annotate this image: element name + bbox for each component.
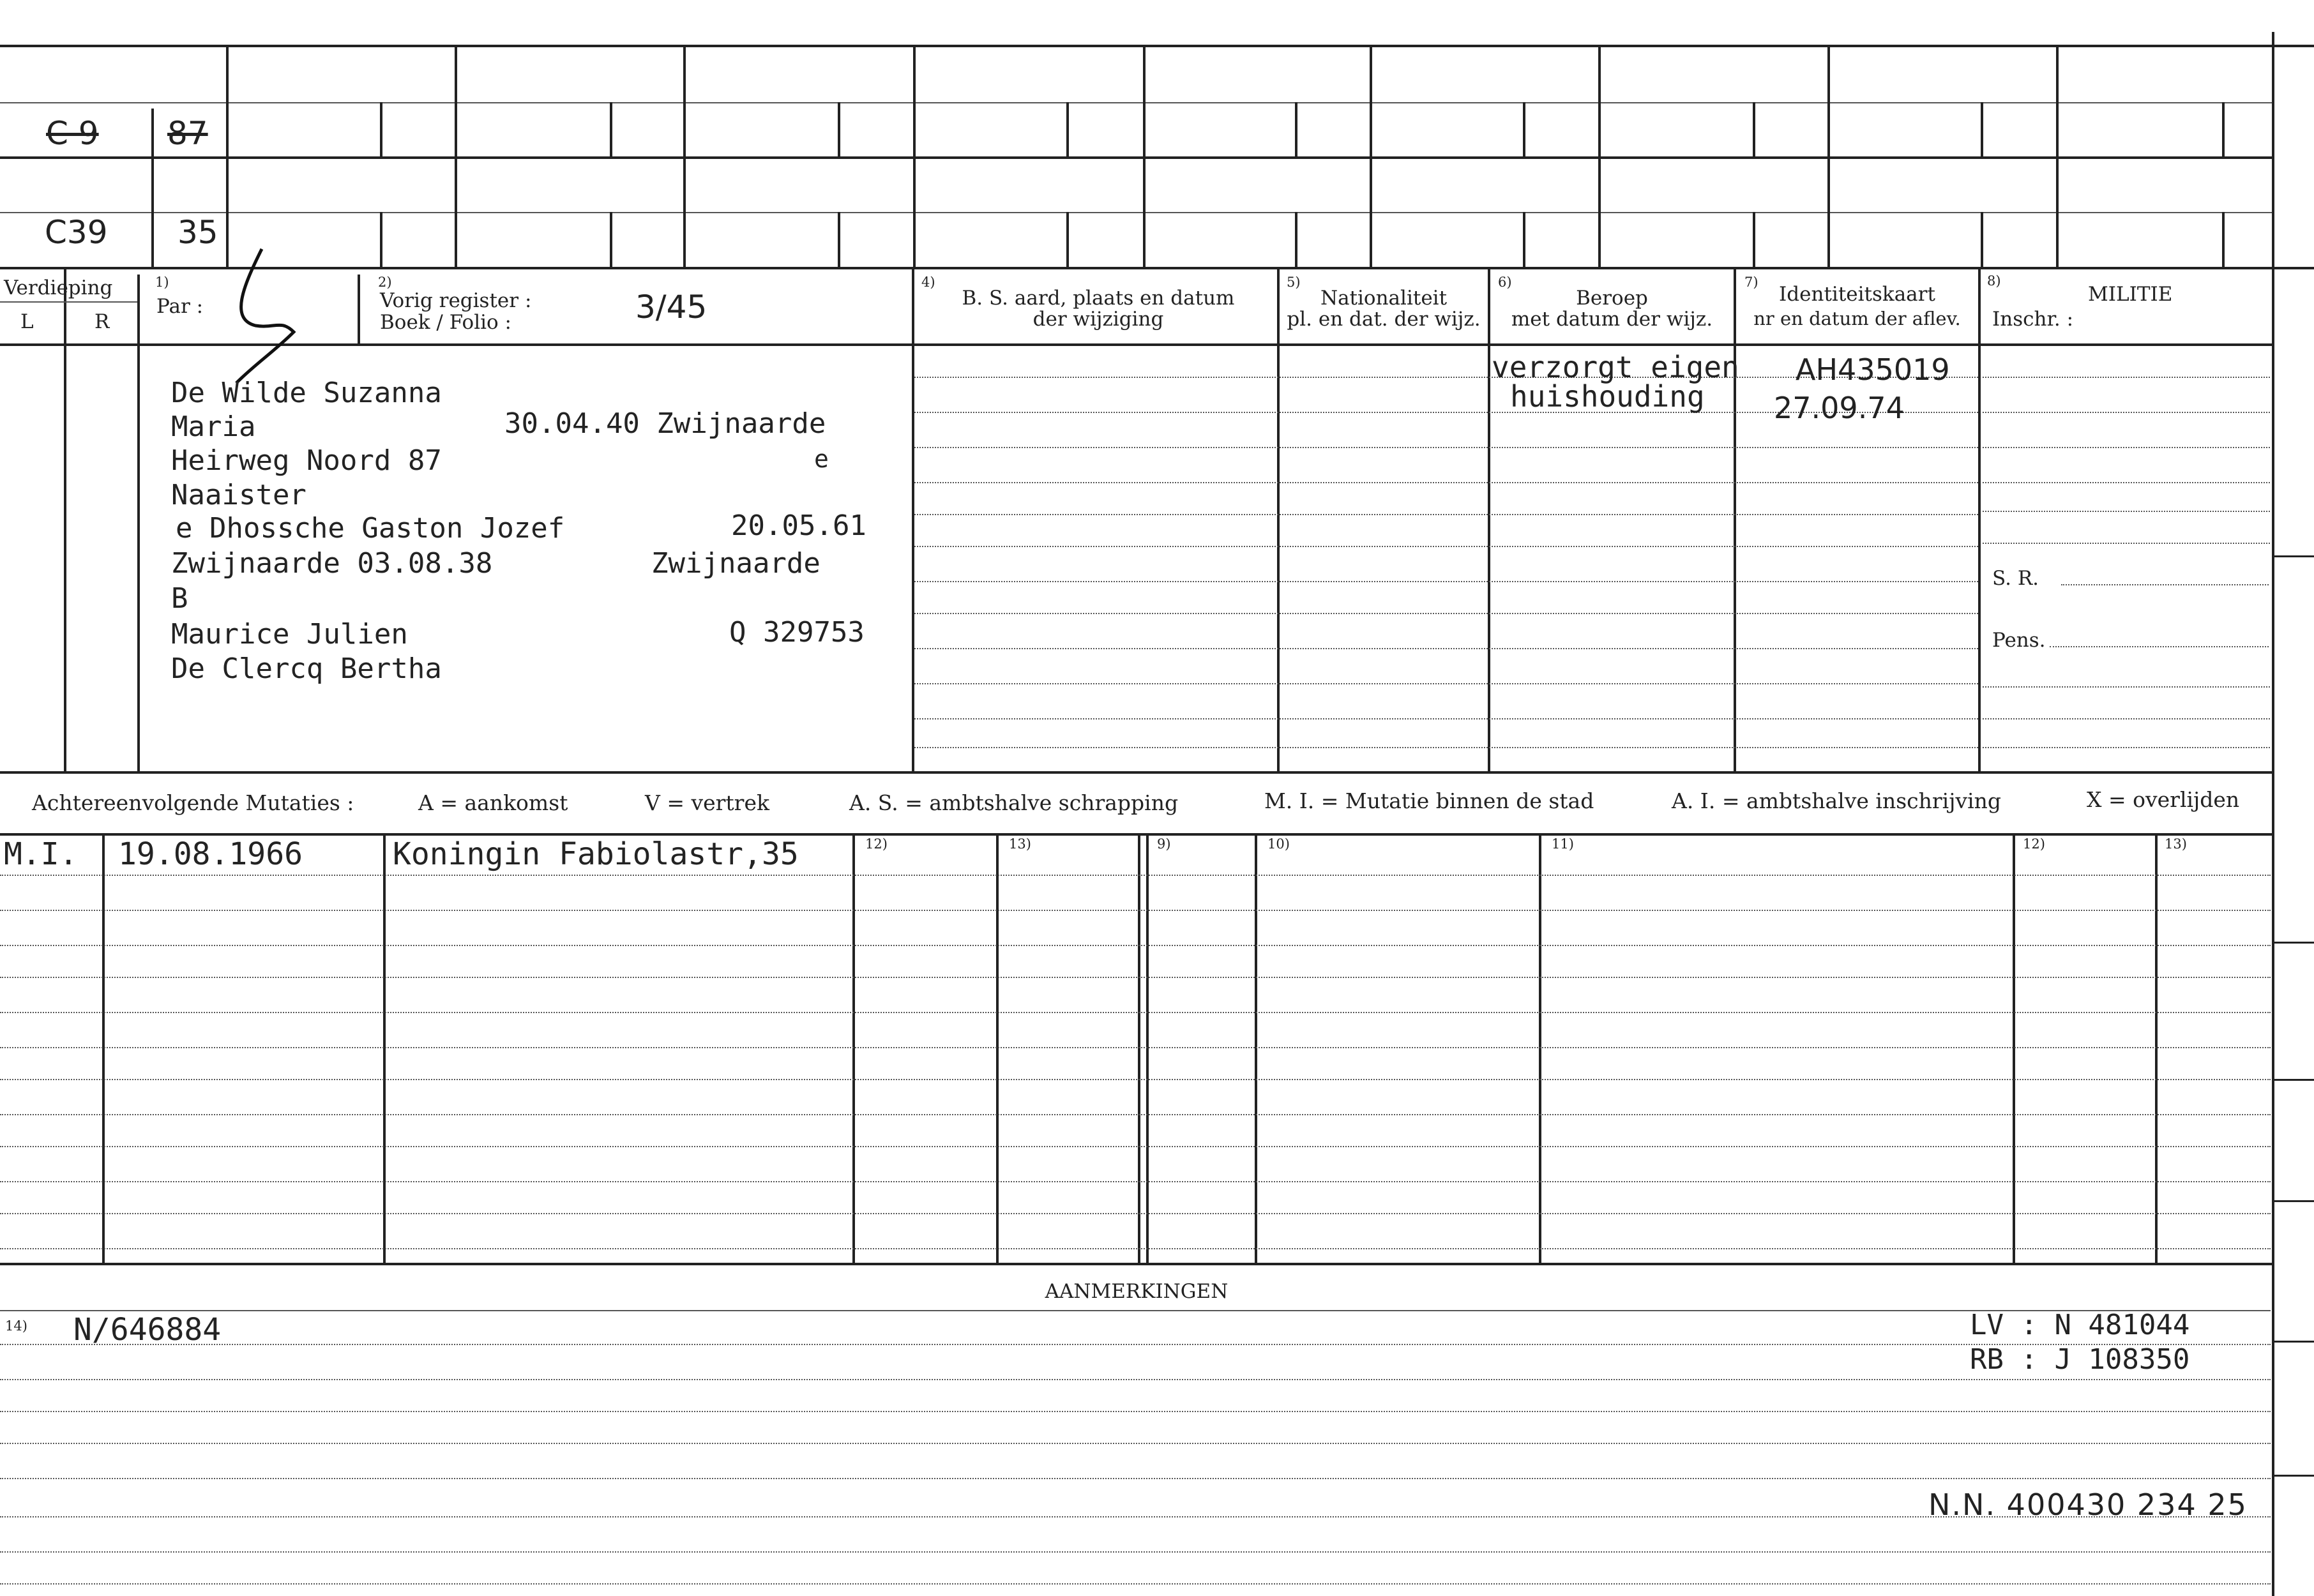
rule xyxy=(914,514,1978,515)
rule xyxy=(0,1344,2271,1345)
col-note: 12) xyxy=(2023,836,2045,852)
rule xyxy=(358,275,360,343)
register-number: 35 xyxy=(178,214,218,251)
rule xyxy=(1981,102,1983,156)
rule xyxy=(610,212,612,267)
rule xyxy=(380,102,382,156)
note-8: 8) xyxy=(1987,273,2001,289)
rule xyxy=(0,1263,2273,1265)
rule xyxy=(0,1181,2271,1182)
note-1: 1) xyxy=(155,275,169,290)
register-number-old: 87 xyxy=(167,115,208,152)
rule xyxy=(1983,377,2270,378)
note-14: 14) xyxy=(5,1318,27,1334)
id-header-line2: nr en datum der aflev. xyxy=(1753,308,1961,329)
note-5: 5) xyxy=(1287,275,1301,290)
l-label: L xyxy=(20,310,34,333)
rule xyxy=(380,212,382,267)
rule xyxy=(0,771,2273,774)
rule xyxy=(914,447,1978,448)
legend-overlijden: X = overlijden xyxy=(2087,787,2240,812)
rule xyxy=(914,546,1978,547)
rule xyxy=(1734,267,1736,771)
beroep-header-line1: Beroep xyxy=(1576,287,1648,310)
rule xyxy=(914,482,1978,483)
col-note: 10) xyxy=(1267,836,1290,852)
rule xyxy=(1983,718,2270,719)
rule xyxy=(1523,212,1525,267)
rule xyxy=(1295,102,1297,156)
inschr-label: Inschr. : xyxy=(1992,308,2074,331)
rule xyxy=(0,1047,2271,1048)
rule xyxy=(0,212,2273,213)
mutation-date: 19.08.1966 xyxy=(118,836,303,872)
rule xyxy=(1978,267,1981,771)
rule xyxy=(0,1516,2271,1517)
rule xyxy=(914,683,1978,684)
note-2: 2) xyxy=(378,275,392,290)
pens-label: Pens. xyxy=(1992,629,2046,652)
rule xyxy=(0,267,2314,269)
rule xyxy=(1827,45,1830,267)
col-note: 12) xyxy=(865,836,888,852)
boek-folio-label: Boek / Folio : xyxy=(380,311,511,334)
rule xyxy=(0,1310,2271,1311)
mutaties-title: Achtereenvolgende Mutaties : xyxy=(32,790,354,815)
edge-tick xyxy=(2273,555,2314,557)
rule xyxy=(0,945,2271,946)
id-card-number: AH435019 xyxy=(1796,352,1950,387)
rule xyxy=(838,102,840,156)
rule xyxy=(1753,212,1755,267)
profession-line: Naaister xyxy=(171,479,306,511)
rule xyxy=(0,156,2273,159)
par-label: Par : xyxy=(156,295,204,318)
legend-aankomst: A = aankomst xyxy=(418,790,568,815)
father-line: Maurice Julien xyxy=(171,618,408,651)
national-number: N.N. 400430 234 25 xyxy=(1928,1487,2248,1522)
rule xyxy=(0,1213,2271,1214)
col-note: 13) xyxy=(2165,836,2187,852)
rule xyxy=(2056,45,2059,267)
rule xyxy=(0,1478,2271,1479)
id-header-line1: Identiteitskaart xyxy=(1779,283,1935,306)
rule xyxy=(1066,102,1069,156)
rule xyxy=(1066,212,1069,267)
rule xyxy=(1983,543,2270,544)
note-6: 6) xyxy=(1498,275,1512,290)
edge-tick xyxy=(2273,1341,2314,1343)
rule xyxy=(838,212,840,267)
rule xyxy=(610,102,612,156)
militie-label: MILITIE xyxy=(2088,283,2173,306)
status-line: B xyxy=(171,582,188,615)
rule xyxy=(1983,412,2270,413)
rule xyxy=(0,1583,2271,1585)
edge-tick xyxy=(2273,1475,2314,1477)
bs-header-line2: der wijziging xyxy=(1032,308,1164,331)
rule xyxy=(1983,747,2270,748)
rule xyxy=(914,747,1978,748)
rule xyxy=(913,45,916,267)
col-note: 9) xyxy=(1157,836,1171,852)
rule xyxy=(0,1443,2271,1444)
rule xyxy=(914,581,1978,582)
edge-tick xyxy=(2273,1200,2314,1202)
note-4: 4) xyxy=(921,275,935,290)
nat-header-line2: pl. en dat. der wijz. xyxy=(1287,308,1481,331)
remark-reference: N/646884 xyxy=(73,1312,222,1348)
note-7: 7) xyxy=(1744,275,1758,290)
rule xyxy=(1753,102,1755,156)
rule xyxy=(1598,45,1601,267)
rule xyxy=(1143,45,1146,267)
mutation-type: M.I. xyxy=(4,836,78,872)
rule xyxy=(0,977,2271,978)
rule xyxy=(0,45,2314,47)
rule xyxy=(1277,267,1280,771)
rule xyxy=(226,45,229,267)
legend-mutatie-stad: M. I. = Mutatie binnen de stad xyxy=(1264,788,1594,813)
register-code-old: C 9 xyxy=(46,115,99,152)
rule xyxy=(0,1248,2271,1249)
rule xyxy=(1523,102,1525,156)
rule xyxy=(0,1079,2271,1080)
remark-lv: LV : N 481044 xyxy=(1970,1309,2190,1341)
rule xyxy=(683,45,686,267)
bs-header-line1: B. S. aard, plaats en datum xyxy=(962,287,1235,310)
rule xyxy=(1983,482,2270,483)
mother-line: De Clercq Bertha xyxy=(171,652,442,685)
address-line: Heirweg Noord 87 xyxy=(171,444,442,477)
folio-value: 3/45 xyxy=(635,289,707,326)
rule xyxy=(1981,212,1983,267)
register-code: C39 xyxy=(45,214,108,251)
rule xyxy=(1983,686,2270,688)
rule xyxy=(1488,267,1490,771)
rule xyxy=(0,301,137,303)
rule xyxy=(151,109,154,267)
col-note: 11) xyxy=(1552,836,1574,852)
edge-tick xyxy=(2273,942,2314,944)
aanmerkingen-title: AANMERKINGEN xyxy=(1045,1280,1229,1303)
rule xyxy=(0,1114,2271,1115)
rule xyxy=(0,1551,2271,1553)
nat-header-line1: Nationaliteit xyxy=(1320,287,1448,310)
beroep-value-1: verzorgt eigen xyxy=(1492,350,1739,384)
mutation-address: Koningin Fabiolastr,35 xyxy=(393,836,799,872)
legend-inschrijving: A. I. = ambtshalve inschrijving xyxy=(1672,788,2002,813)
rule xyxy=(0,1411,2271,1412)
beroep-header-line2: met datum der wijz. xyxy=(1511,308,1713,331)
rule xyxy=(0,343,2273,346)
first-name-line: Maria xyxy=(171,410,256,443)
rule xyxy=(1983,447,2270,448)
marriage-date: 20.05.61 xyxy=(731,509,866,542)
mark-e: e xyxy=(814,445,829,473)
rule xyxy=(914,613,1978,614)
id-card-date: 27.09.74 xyxy=(1774,391,1905,425)
rule xyxy=(1983,511,2270,512)
rule xyxy=(1295,212,1297,267)
rule xyxy=(912,267,914,771)
beroep-value-2: huishouding xyxy=(1510,379,1705,414)
rule xyxy=(137,275,140,771)
rule xyxy=(0,833,2273,836)
rule xyxy=(0,1012,2271,1013)
rule xyxy=(2272,32,2274,1596)
verdieping-label: Verdieping xyxy=(4,276,113,299)
rule xyxy=(0,875,2271,876)
rule xyxy=(2061,584,2269,585)
spouse-birth-place: Zwijnaarde xyxy=(651,547,820,580)
col-note: 13) xyxy=(1009,836,1031,852)
remark-rb: RB : J 108350 xyxy=(1970,1343,2190,1376)
handwritten-mark xyxy=(217,243,306,396)
rule xyxy=(2222,212,2225,267)
legend-schrapping: A. S. = ambtshalve schrapping xyxy=(849,790,1179,815)
rule xyxy=(2050,646,2269,647)
rule xyxy=(914,648,1978,649)
legend-vertrek: V = vertrek xyxy=(645,790,769,815)
edge-tick xyxy=(2273,1079,2314,1081)
rule xyxy=(0,102,2273,103)
rule xyxy=(64,267,66,771)
rule xyxy=(2222,102,2225,156)
rule xyxy=(1370,45,1372,267)
rule xyxy=(0,910,2271,911)
sr-label: S. R. xyxy=(1992,567,2039,590)
rule xyxy=(0,1379,2271,1380)
spouse-line: e Dhossche Gaston Jozef xyxy=(176,512,565,545)
vorig-register-label: Vorig register : xyxy=(380,289,532,312)
spouse-birth-line: Zwijnaarde 03.08.38 xyxy=(171,547,493,580)
rule xyxy=(914,718,1978,719)
rule xyxy=(455,45,457,267)
person-code: Q 329753 xyxy=(729,616,865,649)
birth-date-place: 30.04.40 Zwijnaarde xyxy=(504,407,826,440)
r-label: R xyxy=(95,310,110,333)
name-line: De Wilde Suzanna xyxy=(171,377,442,409)
rule xyxy=(0,1146,2271,1147)
